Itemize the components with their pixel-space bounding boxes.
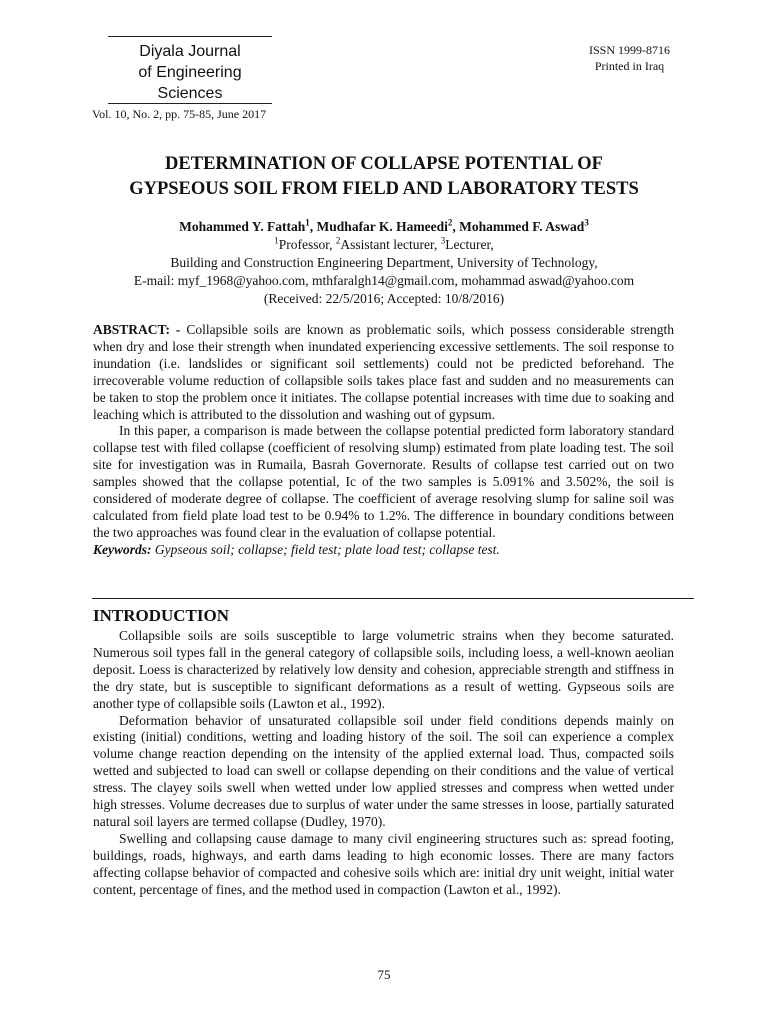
introduction-heading: INTRODUCTION <box>93 606 230 625</box>
issn-block <box>589 42 670 74</box>
author-2-sup: 2 <box>447 217 453 228</box>
volume-info: Vol. 10, No. 2, pp. 75-85, June 2017 <box>92 107 267 121</box>
keywords <box>93 542 674 559</box>
author-names: Mohammed Y. Fattah$^1$, Mudhafar K. Hameedi$^2$, Mohammed F. Aswad$^3$ <box>179 217 589 234</box>
keywords-label: Keywords: <box>93 541 152 557</box>
abstract-label: ABSTRACT: - <box>93 322 181 337</box>
introduction-body <box>93 628 674 899</box>
affiliation: Building and Construction Engineering Department, University of Technology, <box>170 255 598 270</box>
abstract <box>93 322 674 559</box>
journal-top-rule <box>108 36 272 37</box>
intro-paragraph-2: Deformation behavior of unsaturated collapsible soil under field conditions depends mainly on existing (initial) conditions, wetting and loading history of the soil. The soil can experience a complex volume change reaction depending on the intensity of the applied external load. Thus, compacted soils wetted and subjected to load can swell or collapse depending on their conditions and the value of vertical stress. The clayey soils swell when wetted under low applied stresses and compress when wetted under high stresses. Volume decreases due to surplus of water under the same stresses in loose, partially saturated natural soil layers are termed collapse (Dudley, 1970). <box>93 712 674 829</box>
role-2: Assistant lecturer, <box>340 237 441 252</box>
author-emails: E-mail: myf_1968@yahoo.com, mthfaralgh14@gmail.com, mohammad aswad@yahoo.com <box>133 273 635 288</box>
intro-paragraph-1: Collapsible soils are soils susceptible to large volumetric strains when they become saturated. Numerous soil types fall in the general category of collapsible soils, including loess, a well-known aeolian deposit. Loess is characterized by relatively low density and cohesion, appreciable strength and stiffness in the dry state, but is susceptible to significant deformations as a result of wetting. Gypseous soils are another type of collapsible soils (Lawton et al., 1992). <box>93 628 674 711</box>
paper-title-line1: DETERMINATION OF COLLAPSE POTENTIAL OF <box>165 154 603 174</box>
role-2-sup: 2 <box>335 235 341 246</box>
section-divider <box>92 598 694 599</box>
role-3: Lecturer, <box>445 237 494 252</box>
journal-name-line2: of Engineering <box>138 64 242 81</box>
author-3-sup: 3 <box>584 217 589 228</box>
journal-bottom-rule <box>108 103 272 104</box>
author-roles <box>60 236 708 254</box>
abstract-paragraph-2: In this paper, a comparison is made between the collapse potential predicted form laboratory standard collapse test with filed collapse (coefficient of resolving slump) estimated from plate loading test. The soil site for investigation was in Rumaila, Basrah Governorate. Results of collapse test carried out on two samples showed that the collapse potential, Ic of the two samples is 5.091% and 3.502%, the soil is considered of moderate degree of collapse. The coefficient of average resolving slump for saline soil was calculated from field plate load test to be 0.94% to 1.2%. The difference in boundary conditions between the two approaches was found clear in the evaluation of collapse potential. <box>93 423 674 540</box>
authors-block <box>60 218 708 308</box>
page-number: 75 <box>377 967 391 982</box>
paper-title <box>60 152 708 202</box>
role-3-sup: 3 <box>440 235 446 246</box>
journal-name-line3: Sciences <box>157 85 223 102</box>
author-1-sup: 1 <box>305 217 310 228</box>
role-1-sup: 1 <box>274 235 279 246</box>
author-2: Mudhafar K. Hameedi <box>316 219 448 234</box>
journal-name-line1: Diyala Journal <box>139 43 241 60</box>
intro-paragraph-3: Swelling and collapsing cause damage to many civil engineering structures such as: spread footing, buildings, roads, highways, and earth dams leading to high economic losses. There are many factors affecting collapse behavior of compacted and cohesive soils which are: initial dry unit weight, initial water content, percentage of fines, and the method used in compaction (Lawton et al., 1992). <box>93 830 674 897</box>
paper-title-line2: GYPSEOUS SOIL FROM FIELD AND LABORATORY TESTS <box>129 179 639 199</box>
author-3: Mohammed F. Aswad <box>459 219 585 234</box>
journal-name <box>108 41 272 104</box>
keywords-text: Gypseous soil; collapse; field test; plate load test; collapse test. <box>151 541 500 557</box>
printed-in: Printed in Iraq <box>594 59 665 73</box>
role-1: Professor, <box>278 237 336 252</box>
abstract-paragraph-1 <box>93 322 674 423</box>
received-dates: (Received: 22/5/2016; Accepted: 10/8/2016) <box>263 291 505 306</box>
author-1: Mohammed Y. Fattah <box>179 219 306 234</box>
issn-number: ISSN 1999-8716 <box>588 43 670 57</box>
abstract-text-1: Collapsible soils are known as problematic soils, which possess considerable strength when dry and lose their strength when inundated experiencing excessive settlements. The soil response to inundation (i.e. landslides or significant soil settlements) could not be predicted beforehand. The irrecoverable volume reduction of collapsible soils takes place fast and sudden and no measurements can be taken to stop the problem once it initiates. The collapse potential increases with time due to soaking and leaching which is attributed to the dissolution and washing out of gypsum. <box>93 322 674 422</box>
journal-block <box>108 36 272 108</box>
